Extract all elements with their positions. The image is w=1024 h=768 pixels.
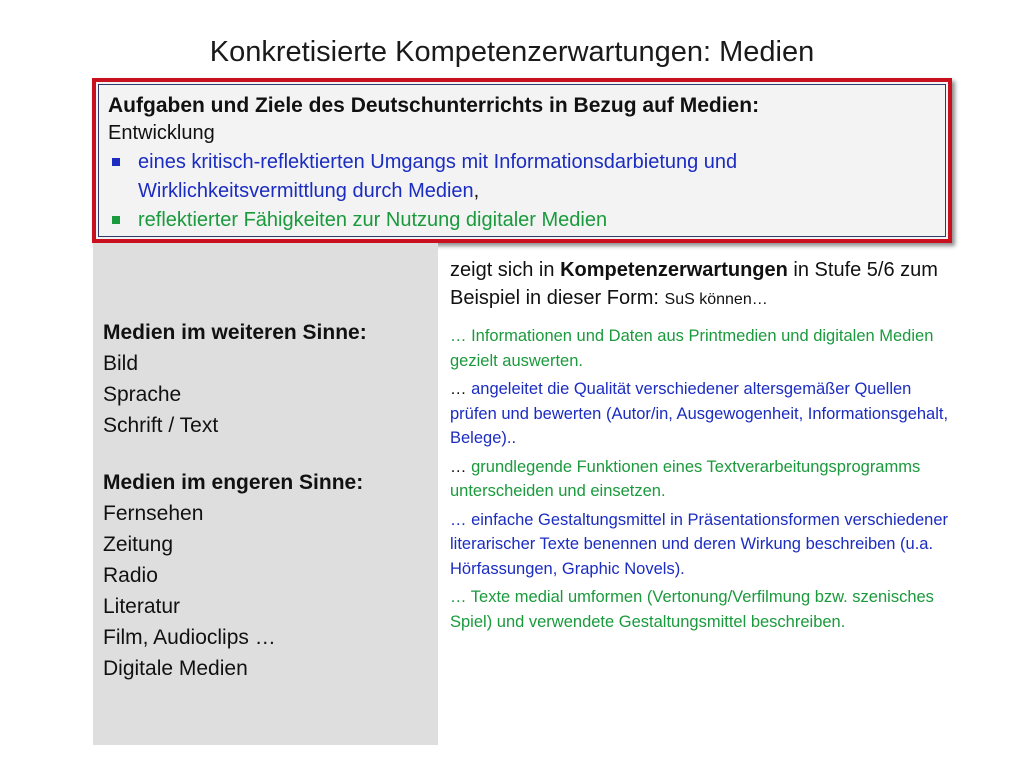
aims-bullet-suffix: , [473,180,480,202]
competence-intro-small: SuS können… [664,291,768,308]
aims-intro: Entwicklung [108,122,215,144]
competence-intro-text: in Stufe 5/6 zum Beispiel in dieser Form: [450,259,938,309]
aims-bullet-item [108,148,936,206]
competence-prefix: … [450,457,472,476]
square-bullet-icon [112,158,120,166]
competence-list [450,324,950,638]
aims-bullet-list [108,148,936,235]
media-wide-item: Bild [103,352,139,375]
competence-intro-bold: Kompetenzerwartungen [560,259,788,281]
page-title: Konkretisierte Kompetenzerwartungen: Medien [209,36,815,68]
competence-item [450,508,950,582]
aims-heading: Aufgaben und Ziele des Deutschunterrichts in Bezug auf Medien: [108,94,760,117]
competence-text: … Informationen und Daten aus Printmedien und digitalen Medien gezielt auswerten. [450,327,934,370]
media-narrow-heading: Medien im engeren Sinne: [103,471,364,494]
media-narrow-item: Radio [103,564,158,587]
competence-text: … Texte medial umformen (Vertonung/Verfilmung bzw. szenisches Spiel) und verwendete Gestaltungsmittel beschreiben. [450,588,934,631]
competence-intro-text: zeigt sich in [450,259,561,281]
competence-item [450,377,950,451]
competence-text: … einfache Gestaltungsmittel in Präsentationsformen verschiedener literarischer Texte benennen und deren Wirkung beschreiben (u.a. Hörfassungen, Graphic Novels). [450,510,949,578]
aims-box [92,78,952,243]
media-narrow-item: Zeitung [103,533,174,556]
aims-bullet-text: reflektierter Fähigkeiten zur Nutzung digitaler Medien [138,209,608,231]
aims-bullet-item [108,206,936,235]
media-wide-block [103,317,367,441]
media-panel [93,243,438,745]
aims-bullet-text: eines kritisch-reflektierten Umgangs mit Informationsdarbietung und Wirklichkeitsvermittlung durch Medien [138,151,738,202]
media-wide-heading: Medien im weiteren Sinne: [103,321,367,344]
media-narrow-item: Film, Audioclips … [103,626,276,649]
competence-item [450,455,950,504]
square-bullet-icon [112,216,120,224]
media-wide-item: Sprache [103,383,182,406]
media-narrow-item: Fernsehen [103,502,204,525]
competence-intro [450,256,970,314]
competence-text: grundlegende Funktionen eines Textverarbeitungsprogramms unterscheiden und einsetzen. [450,457,921,500]
competence-item [450,585,950,634]
competence-item [450,324,950,373]
competence-prefix: … [450,380,472,398]
media-narrow-item: Digitale Medien [103,657,248,680]
media-narrow-block [103,467,363,684]
media-wide-item: Schrift / Text [103,414,219,437]
media-narrow-item: Literatur [103,595,181,618]
competence-text: angeleitet die Qualität verschiedener altersgemäßer Quellen prüfen und bewerten (Autor/in, Ausgewogenheit, Informationsgehalt, Belege).. [450,380,949,447]
